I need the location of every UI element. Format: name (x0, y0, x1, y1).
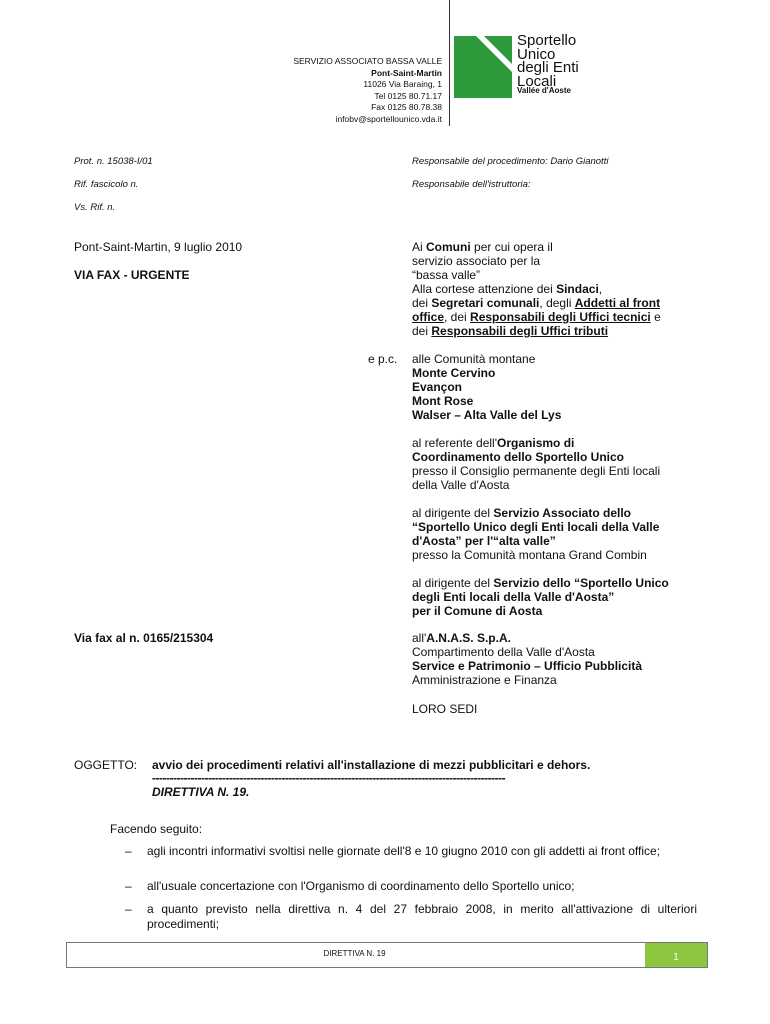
sender-address: 11026 Via Baraing, 1 (363, 79, 442, 89)
vs-rif: Vs. Rif. n. (74, 202, 116, 213)
logo-subtitle: Vallée d'Aoste (517, 86, 571, 95)
list-item: agli incontri informativi svoltisi nelle giornate dell'8 e 10 giugno 2010 con gli addetti ai front office; (147, 844, 661, 858)
pc-prefix: e p.c. (368, 352, 398, 366)
service-name: SERVIZIO ASSOCIATO BASSA VALLE (293, 56, 442, 66)
loro-sedi: LORO SEDI (412, 702, 478, 716)
oggetto-text: avvio dei procedimenti relativi all'installazione di mezzi pubblicitari e dehors. (152, 758, 591, 772)
via-fax-number: Via fax al n. 0165/215304 (74, 631, 214, 645)
via-fax-urgent: VIA FAX - URGENTE (74, 268, 190, 282)
sender-town: Pont-Saint-Martin (371, 67, 442, 78)
page-footer (66, 942, 708, 968)
bullet-mark: – (125, 844, 132, 858)
sender-tel: Tel 0125 80.71.17 (374, 90, 442, 101)
responsabile-istruttoria: Responsabile dell'istruttoria: (412, 179, 531, 190)
intro-text: Facendo seguito: (110, 822, 203, 836)
responsabile-procedimento: Responsabile del procedimento: Dario Gianotti (412, 156, 609, 167)
oggetto-rule: ----------------------------------------------------------------------------------------------------- (152, 771, 506, 785)
bullet-mark: – (125, 879, 132, 893)
footer-label: DIRETTIVA N. 19 (323, 949, 386, 958)
sender-email: infobv@sportellounico.vda.it (335, 113, 442, 124)
prot-number: Prot. n. 15038-I/01 (74, 156, 153, 167)
sender-fax: Fax 0125 80.78.38 (371, 102, 442, 112)
sender-header (293, 56, 442, 125)
list-item: all'usuale concertazione con l'Organismo di coordinamento dello Sportello unico; (147, 879, 575, 893)
rif-fascicolo: Rif. fascicolo n. (74, 179, 139, 190)
direttiva-number: DIRETTIVA N. 19. (152, 785, 250, 799)
recipient-dirigente-aosta: al dirigente del Servizio dello “Sportello Unico degli Enti locali della Valle d'Aosta” per il Comune di Aosta (412, 576, 669, 618)
recipient-anas: all'A.N.A.S. S.p.A. Compartimento della Valle d'Aosta Service e Patrimonio – Ufficio Pubblicità Amministrazione e Finanza (412, 631, 643, 687)
list-item: a quanto previsto nella direttiva n. 4 del 27 febbraio 2008, in merito all'attivazione di ulteriori procedimenti; (147, 902, 697, 931)
sportello-logo-icon (454, 36, 512, 98)
logo-text: Sportello Unico degli Enti Locali (517, 32, 579, 90)
oggetto-label: OGGETTO: (74, 758, 138, 772)
recipient-comuni: Ai Comuni per cui opera il servizio associato per la “bassa valle” Alla cortese attenzione dei Sindaci, dei Segretari comunali, degli Addetti al front office, dei Responsabili degli Uffici tecnici e dei Responsabili degli Uffici tributi (412, 240, 661, 338)
place-date: Pont-Saint-Martin, 9 luglio 2010 (74, 240, 243, 254)
recipient-dirigente-alta-valle: al dirigente del Servizio Associato dello “Sportello Unico degli Enti locali della Valle d'Aosta” per l'“alta valle” presso la Comunità montana Grand Combin (412, 506, 660, 562)
header-divider (449, 0, 450, 126)
page-number: 1 (645, 943, 707, 967)
recipient-referente: al referente dell'Organismo di Coordinamento dello Sportello Unico presso il Consiglio permanente degli Enti locali della Valle d'Aosta (412, 436, 661, 492)
recipient-comunita: alle Comunità montane Monte Cervino Evançon Mont Rose Walser – Alta Valle del Lys (412, 352, 562, 422)
bullet-mark: – (125, 902, 132, 916)
